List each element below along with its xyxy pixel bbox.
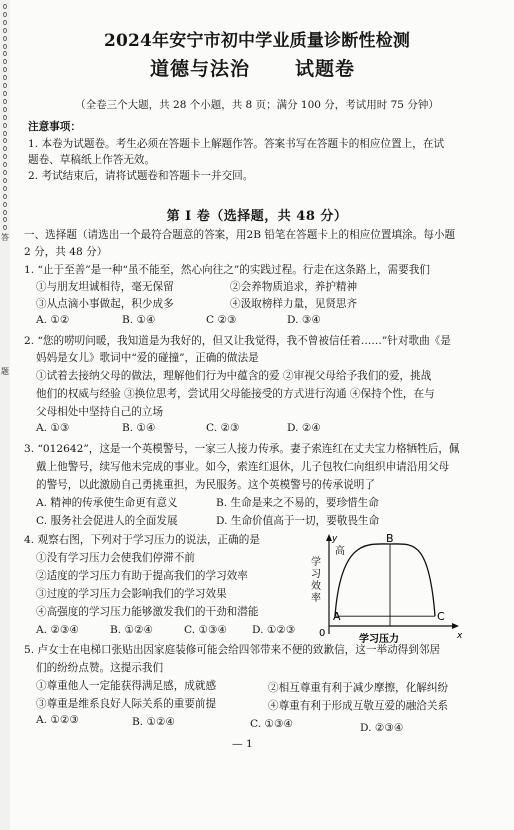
- question-1-stem: 1. “止于至善”是一种“虽不能至，然心向往之”的实践过程。行走在这条路上，需要我们: [24, 264, 430, 276]
- question-5-option-b: B. ①②④: [132, 716, 176, 728]
- x-axis-symbol: x: [457, 631, 463, 641]
- note-line: 题卷、草稿纸上作答无效。: [28, 154, 156, 166]
- margin-label: 答: [1, 233, 9, 242]
- question-5-item: ③尊重是维系良好人际关系的重要前提: [36, 698, 217, 710]
- question-4-item: ①没有学习压力会使我们停滞不前: [36, 552, 195, 564]
- question-1-item: ③从点滴小事做起，积少成多: [36, 298, 174, 310]
- question-1-item: ①与朋友坦诚相待，毫无保留: [36, 281, 174, 293]
- section-instruction: 一、选择题（请选出一个最符合题意的答案，用2B 铅笔在答题卡上的相应位置填涂。每小题: [24, 229, 456, 241]
- exam-info: （全卷三个大题，共 28 个小题，共 8 页；满分 100 分，考试用时 75 分钟）: [75, 99, 439, 111]
- question-5-stem: 们的纷纷点赞。这提示我们: [36, 662, 164, 674]
- question-1-option-c: C ②③: [206, 314, 237, 326]
- y-axis-label: 学习效率: [308, 556, 320, 604]
- question-1-item: ④汲取榜样力量，见贤思齐: [230, 298, 358, 310]
- question-2-stem: 父母相处中坚持自己的立场: [36, 406, 164, 418]
- question-2-stem: ①试着去接纳父母的做法，理解他们行为中蕴含的爱 ②审视父母给予我们的爱，挑战: [36, 370, 432, 382]
- question-4-item: ③过度的学习压力会影响我们的学习效果: [36, 588, 227, 600]
- point-label-b: B: [386, 532, 394, 545]
- margin-label: 题: [1, 367, 9, 376]
- question-2-option-a: A. ①③: [36, 422, 70, 434]
- paper-title: 试题卷: [295, 58, 356, 80]
- question-5-stem: 5. 卢女士在电梯口张贴出因家庭装修可能会给四邻带来不便的致歉信，这一举动得到邻居: [24, 644, 441, 656]
- question-3-stem: 3. “012642”，这是一个英模警号，一家三人接力传承。妻子索连红在丈夫宝力格牺牲后，佩: [24, 443, 460, 455]
- point-label-c: C: [437, 610, 445, 624]
- x-axis-label: 学习压力: [359, 634, 399, 644]
- origin-label: 0: [319, 628, 326, 639]
- question-5-option-a: A. ①②③: [36, 714, 79, 726]
- notes-heading: 注意事项：: [28, 121, 81, 133]
- question-4-option-c: C. ①③④: [184, 624, 227, 636]
- question-5-option-d: D. ②③④: [360, 722, 404, 734]
- question-2-option-d: D. ②④: [287, 422, 321, 434]
- page-number: — 1: [232, 738, 253, 750]
- binding-dots: O O O O O O O O O O O O O O O O O O O O O O O O O O O O O: [2, 3, 8, 233]
- question-3-option-d: D. 生命价值高于一切，要敬畏生命: [216, 515, 380, 527]
- subject-title: 道德与法治: [150, 58, 251, 80]
- question-4-item: ④高强度的学习压力能够激发我们的干劲和潜能: [36, 606, 259, 618]
- section-title: 第 I 卷（选择题，共 48 分）: [166, 209, 348, 224]
- note-line: 2. 考试结束后，请将试题卷和答题卡一并交回。: [28, 170, 254, 182]
- question-4-item: ②适度的学习压力有助于提高我们的学习效率: [36, 570, 248, 582]
- question-1-option-b: B. ①④: [122, 314, 156, 326]
- question-1-option-d: D. ③④: [287, 314, 321, 326]
- question-3-stem: 戴上他警号，续写他未完成的事业。如今，索连红退休，儿子包牧仁向组织申请沿用父母: [36, 461, 450, 473]
- question-5-item: ②相互尊重有利于减少摩擦，化解纠纷: [268, 682, 449, 694]
- question-1-item: ②会养物质追求，养护精神: [230, 281, 358, 293]
- point-label-a: A: [333, 610, 341, 624]
- question-5-option-c: C. ①③④: [250, 718, 293, 730]
- question-2-option-b: B. ①④: [122, 422, 156, 434]
- question-4-stem: 4. 观察右图，下列对于学习压力的说法，正确的是: [24, 534, 260, 546]
- y-axis-symbol: y: [332, 534, 338, 544]
- question-2-stem: 妈妈是女儿》歌词中“爱的碰撞”，正确的做法是: [36, 352, 259, 364]
- question-2-option-c: C. ②③: [206, 422, 240, 434]
- question-3-stem: 的警号，以此激励自己勇挑重担，为民服务。这个英模警号的传承说明了: [36, 479, 375, 491]
- question-3-option-a: A. 精神的传承使生命更有意义: [36, 497, 178, 509]
- question-2-stem: 2. “您的唠叨问暖，我知道是为我好的，但又让我觉得，我不曾被信任着……”针对歌曲《是: [24, 335, 451, 347]
- question-3-option-b: B. 生命是来之不易的，要珍惜生命: [216, 497, 379, 509]
- note-line: 1. 本卷为试题卷。考生必须在答题卡上解题作答。答案书写在答题卡的相应位置上，在试: [28, 138, 445, 150]
- question-4-option-b: B. ①②④: [110, 624, 154, 636]
- question-2-stem: 他们的权威与经验 ③换位思考，尝试用父母能接受的方式进行沟通 ④保持个性，在与: [36, 388, 435, 400]
- question-5-item: ①尊重他人一定能获得满足感，成就感: [36, 680, 217, 692]
- section-instruction: 2 分，共 48 分）: [24, 246, 108, 258]
- exam-title: 2024年安宁市初中学业质量诊断性检测: [103, 31, 411, 51]
- x-axis-arrow: [452, 623, 459, 629]
- question-4-option-a: A. ②③④: [36, 624, 79, 636]
- efficiency-curve: [335, 544, 435, 616]
- question-5-item: ④尊重有利于形成互敬互爱的融洽关系: [268, 700, 449, 712]
- question-4-option-d: D. ①②③: [252, 624, 296, 636]
- question-1-option-a: A. ①②: [36, 314, 70, 326]
- binding-margin: [0, 0, 10, 830]
- study-pressure-chart: [305, 532, 465, 644]
- question-3-option-c: C. 服务社会促进人的全面发展: [36, 515, 178, 527]
- y-axis-high-label: 高: [335, 546, 345, 557]
